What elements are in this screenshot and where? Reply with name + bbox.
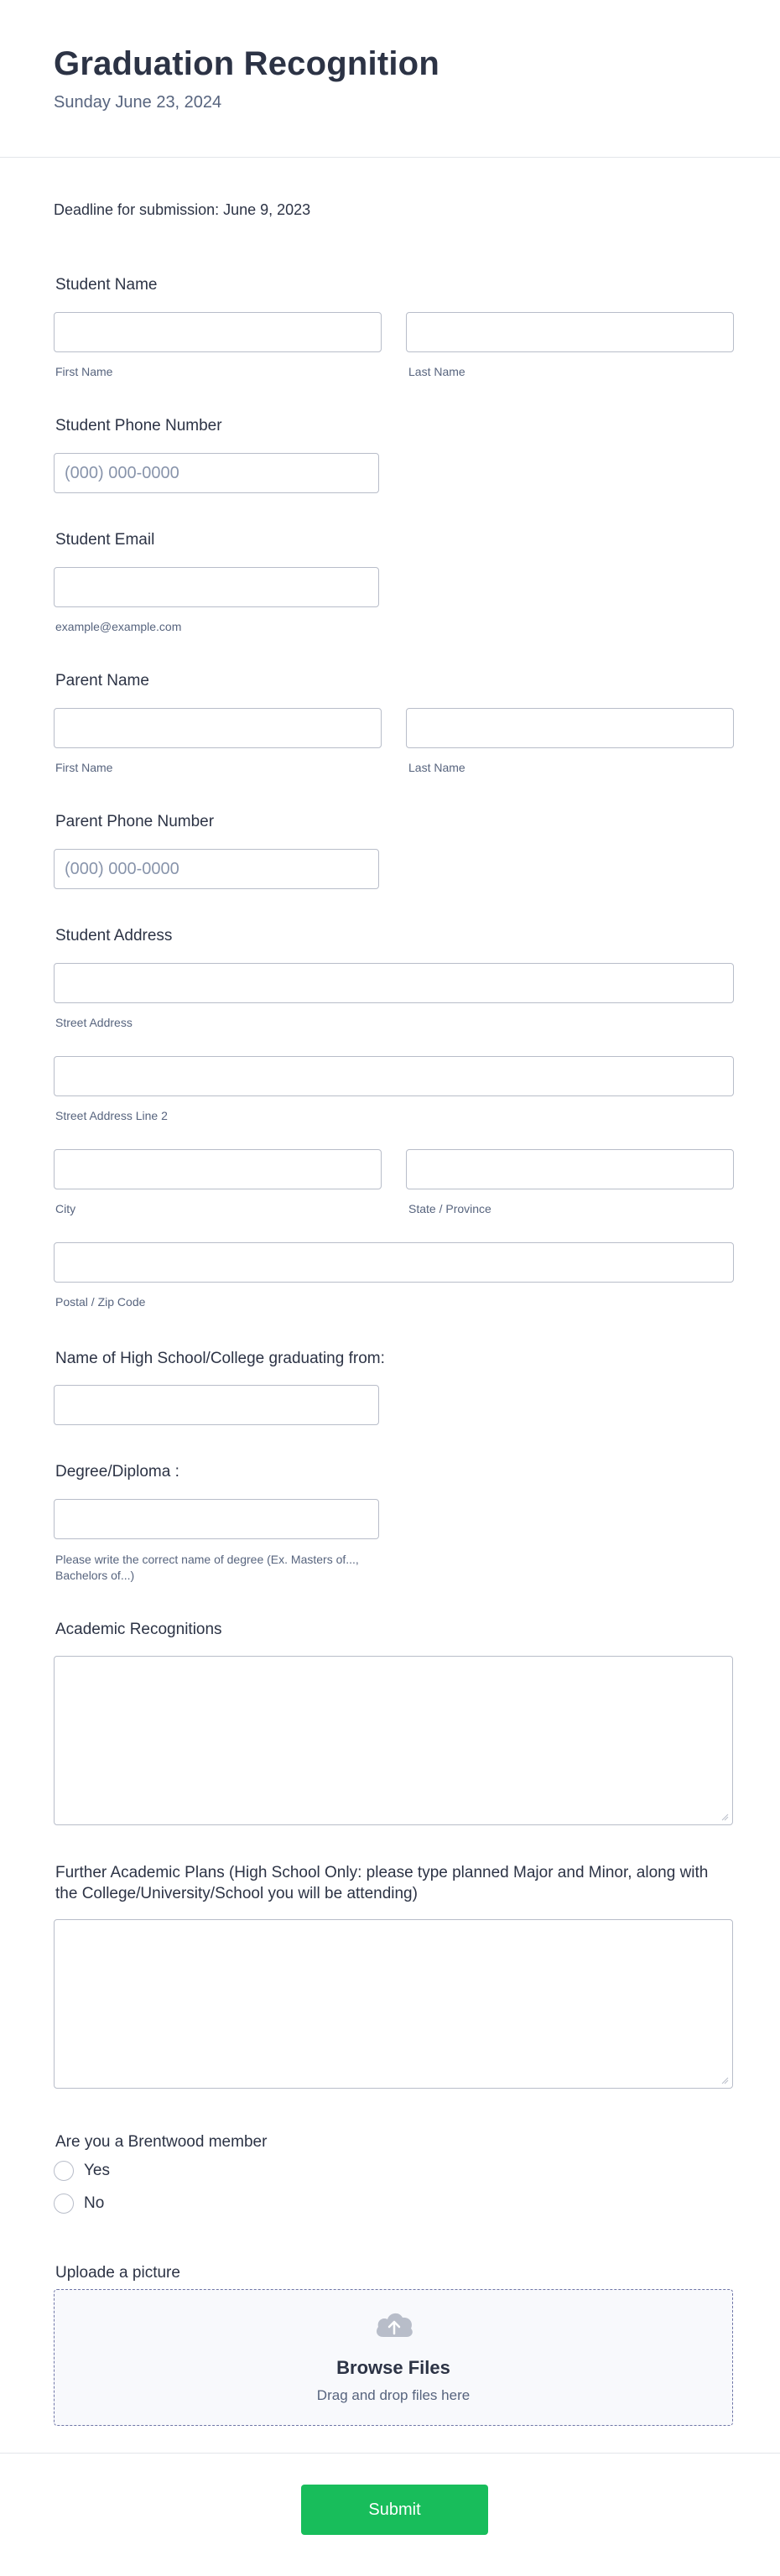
student-phone-label: Student Phone Number [55, 417, 222, 435]
parent-first-name-sublabel: First Name [55, 761, 113, 774]
student-address-label: Student Address [55, 927, 173, 945]
upload-picture-label: Uploade a picture [55, 2264, 180, 2282]
zip-code-sublabel: Postal / Zip Code [55, 1295, 146, 1309]
degree-input[interactable] [54, 1499, 379, 1539]
student-email-input[interactable] [54, 567, 379, 607]
parent-first-name-input[interactable] [54, 708, 382, 748]
student-last-name-sublabel: Last Name [408, 365, 465, 378]
street-address-line2-sublabel: Street Address Line 2 [55, 1109, 168, 1122]
state-sublabel: State / Province [408, 1202, 491, 1215]
resize-grip-icon[interactable] [720, 2076, 729, 2084]
degree-label: Degree/Diploma : [55, 1463, 179, 1481]
academic-recognitions-label: Academic Recognitions [55, 1621, 222, 1638]
deadline-text: Deadline for submission: June 9, 2023 [54, 201, 311, 218]
student-first-name-sublabel: First Name [55, 365, 113, 378]
file-upload-dropzone[interactable] [54, 2289, 733, 2426]
radio-option-no[interactable]: No [54, 2194, 104, 2214]
radio-button[interactable] [54, 2194, 74, 2214]
form-header [0, 0, 780, 158]
cloud-upload-icon [373, 2308, 415, 2342]
form-content [0, 158, 780, 2453]
footer-divider [0, 2453, 780, 2454]
form-title: Graduation Recognition [54, 45, 439, 82]
student-last-name-input[interactable] [406, 312, 734, 352]
parent-phone-input[interactable] [54, 849, 379, 889]
browse-files-button[interactable]: Browse Files [336, 2357, 450, 2378]
parent-last-name-input[interactable] [406, 708, 734, 748]
form-subtitle: Sunday June 23, 2024 [54, 93, 222, 112]
further-plans-textarea[interactable] [54, 1919, 733, 2089]
city-input[interactable] [54, 1149, 382, 1189]
academic-recognitions-textarea[interactable] [54, 1656, 733, 1825]
street-address-input[interactable] [54, 963, 734, 1003]
street-address-line2-input[interactable] [54, 1056, 734, 1096]
submit-button[interactable]: Submit [301, 2485, 488, 2535]
brentwood-member-label: Are you a Brentwood member [55, 2133, 268, 2151]
radio-option-yes[interactable]: Yes [54, 2161, 110, 2181]
parent-phone-label: Parent Phone Number [55, 813, 215, 830]
further-plans-label: Further Academic Plans (High School Only: please type planned Major and Minor, along with the College/University/School you will be attending) [55, 1864, 709, 1902]
student-name-label: Student Name [55, 276, 158, 294]
school-input[interactable] [54, 1385, 379, 1425]
school-label: Name of High School/College graduating from: [55, 1350, 385, 1367]
drag-drop-hint: Drag and drop files here [316, 2387, 471, 2403]
parent-name-label: Parent Name [55, 672, 149, 690]
radio-button[interactable] [54, 2161, 74, 2181]
parent-last-name-sublabel: Last Name [408, 761, 465, 774]
zip-code-input[interactable] [54, 1242, 734, 1283]
student-email-sublabel: example@example.com [55, 620, 182, 633]
degree-hint: Please write the correct name of degree (Ex. Masters of..., Bachelors of...) [55, 1553, 359, 1582]
street-address-sublabel: Street Address [55, 1016, 133, 1029]
resize-grip-icon[interactable] [720, 1813, 729, 1821]
state-input[interactable] [406, 1149, 734, 1189]
student-first-name-input[interactable] [54, 312, 382, 352]
city-sublabel: City [55, 1202, 76, 1215]
student-phone-input[interactable] [54, 453, 379, 493]
student-email-label: Student Email [55, 531, 155, 549]
